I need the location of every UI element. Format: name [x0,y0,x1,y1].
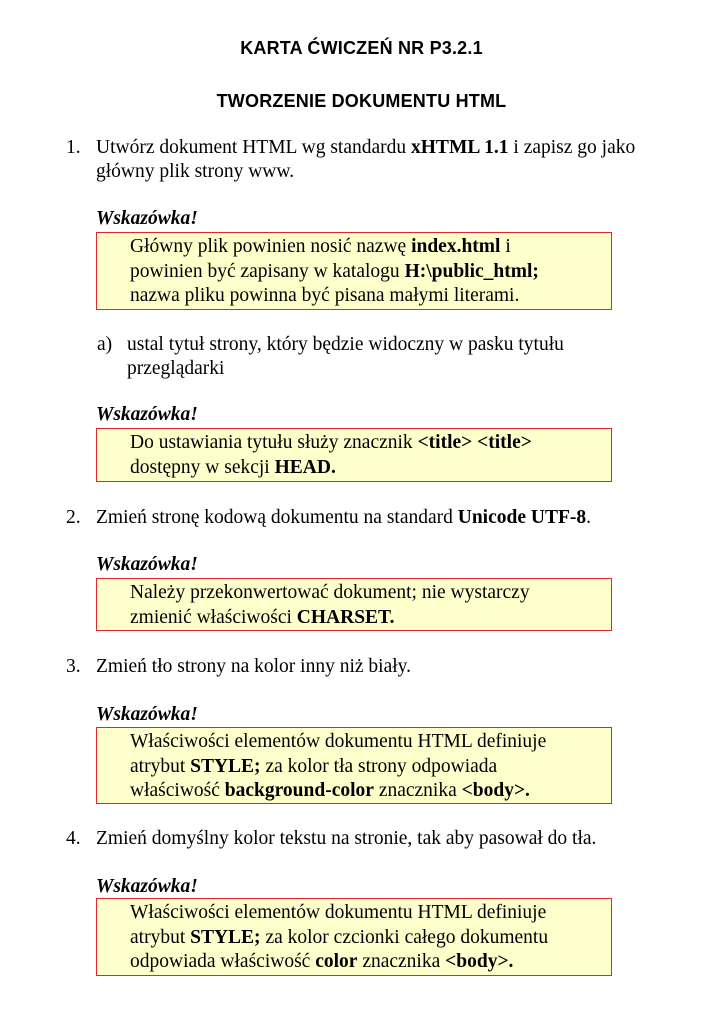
hint-label: Wskazówka! [96,704,198,725]
page-subtitle: TWORZENIE DOKUMENTU HTML [216,91,507,111]
task-4-number: 4. [66,828,81,849]
task-2-text: Zmień stronę kodową dokumentu na standard Unicode UTF-8. [96,507,591,528]
task-1-number: 1. [66,137,81,158]
hint-box-2: Należy przekonwertować dokument; nie wystarczy zmienić właściwości CHARSET. [96,578,612,631]
task-1-text: Utwórz dokument HTML wg standardu xHTML 1.1 i zapisz go jako główny plik strony www. [96,137,636,182]
hint-label: Wskazówka! [96,404,198,425]
task-1-standard: xHTML 1.1 [411,137,509,158]
task-2-number: 2. [66,507,81,528]
task-3-number: 3. [66,656,81,677]
task-4-text: Zmień domyślny kolor tekstu na stronie, tak aby pasował do tła. [96,828,597,849]
hint-box-1a: Do ustawiania tytułu służy znacznik <title> <title> dostępny w sekcji HEAD. [96,428,612,482]
hint-label: Wskazówka! [96,208,198,229]
hint-label: Wskazówka! [96,554,198,575]
task-3-text: Zmień tło strony na kolor inny niż biały. [96,656,412,677]
page-title: KARTA ĆWICZEŃ NR P3.2.1 [240,38,483,58]
hint-label: Wskazówka! [96,876,198,897]
subtask-a-text: ustal tytuł strony, który będzie widoczny w pasku tytułu przeglądarki [127,334,564,379]
subtask-a-letter: a) [97,334,113,355]
hint-box-3: Właściwości elementów dokumentu HTML definiuje atrybut STYLE; za kolor tła strony odpowiada właściwość background-color znacznika <body>. [96,727,612,804]
hint-box-4: Właściwości elementów dokumentu HTML definiuje atrybut STYLE; za kolor czcionki całego dokumentu odpowiada właściwość color znacznika <body>. [96,898,612,976]
hint-box-1: Główny plik powinien nosić nazwę index.html i powinien być zapisany w katalogu H:\public_html; nazwa pliku powinna być pisana małymi literami. [96,232,612,310]
